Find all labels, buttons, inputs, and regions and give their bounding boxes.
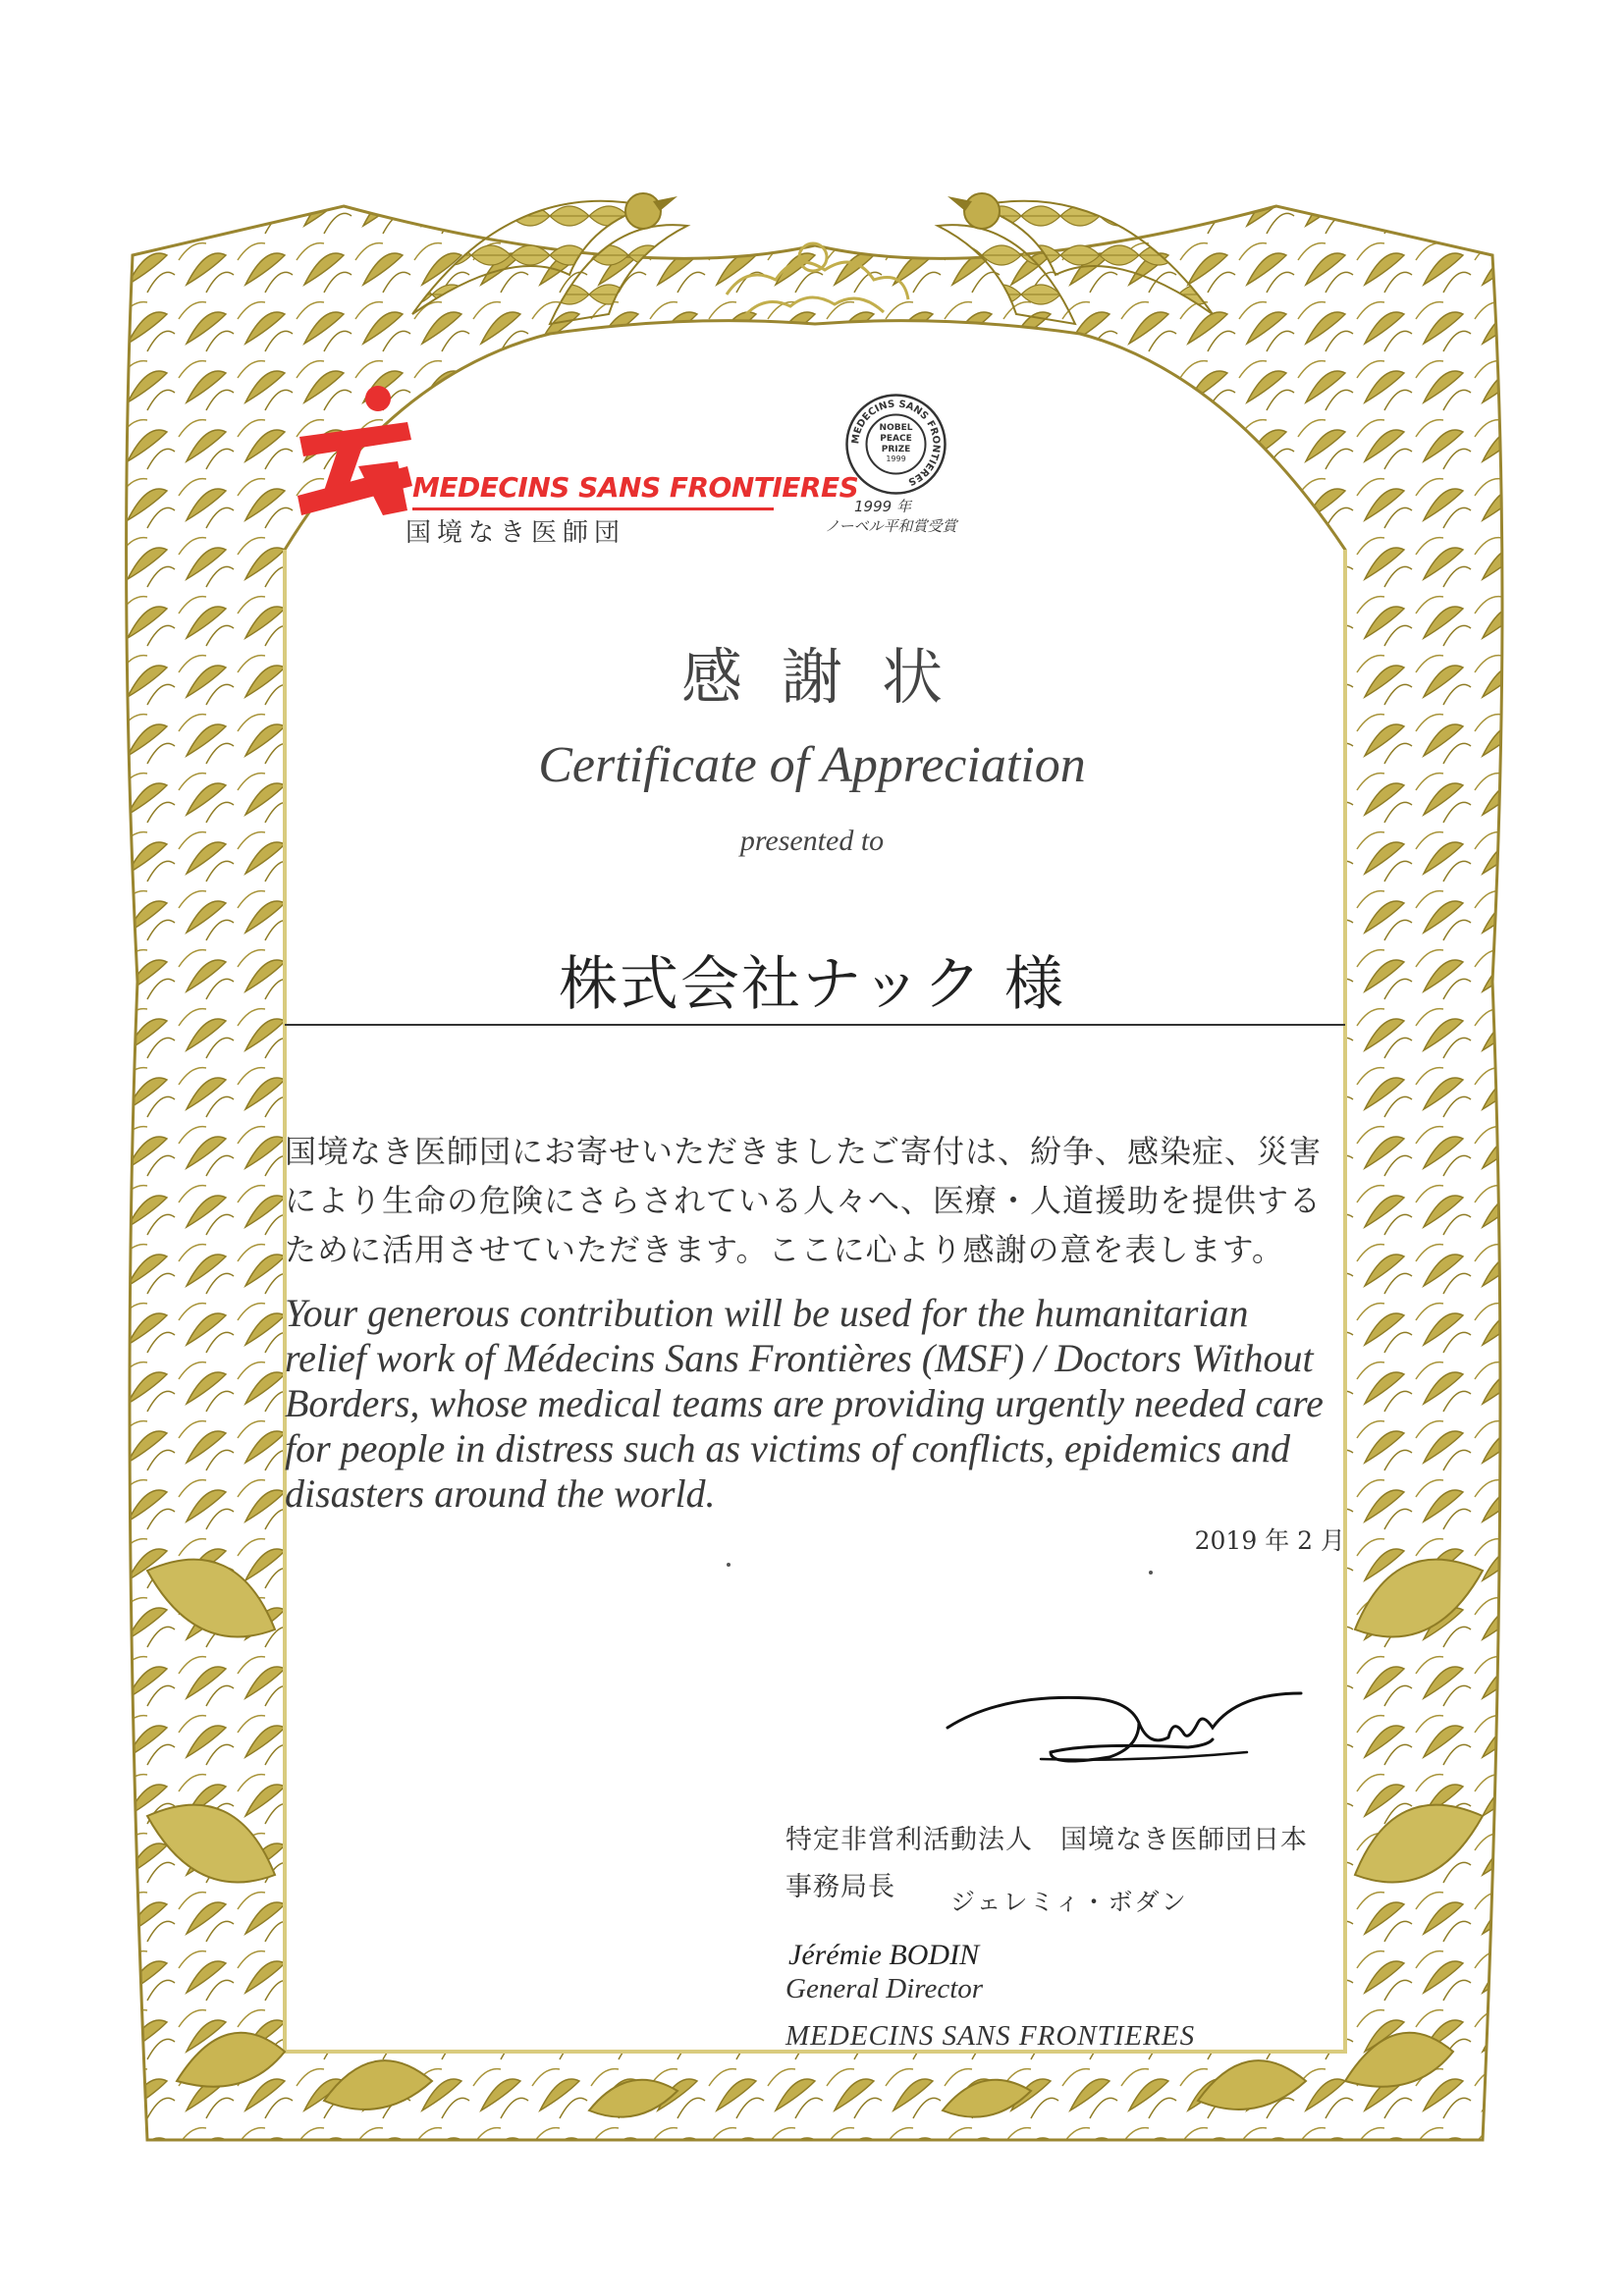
stray-dot — [727, 1563, 731, 1567]
body-en-line: Your generous contribution will be used for the humanitarian — [285, 1291, 1249, 1335]
body-en-line: for people in distress such as victims of conflicts, epidemics and — [285, 1426, 1290, 1470]
body-ja-line: により生命の危険にさらされている人々へ、医療・人道援助を提供する — [285, 1182, 1323, 1219]
nobel-seal-ring-text: MEDECINS SANS FRONTIERES — [850, 399, 942, 488]
presented-to: presented to — [739, 825, 885, 857]
title-en: Certificate of Appreciation — [538, 737, 1086, 793]
signatory-title-en: General Director — [785, 1973, 984, 2004]
title-ja: 感謝状 — [680, 641, 982, 713]
signatory-organization-en: MEDECINS SANS FRONTIERES — [785, 2020, 1196, 2052]
signature-icon — [943, 1669, 1335, 1777]
signatory-organization-ja: 特定非営利活動法人 国境なき医師団日本 — [785, 1825, 1308, 1855]
msf-logo-name-en: MEDECINS SANS FRONTIERES — [412, 471, 859, 504]
msf-logo — [290, 383, 859, 548]
signatory-role-ja: 事務局長 — [785, 1872, 895, 1902]
stray-dot — [1149, 1571, 1153, 1575]
body-en-line: relief work of Médecins Sans Frontières (MSF) / Doctors Without — [285, 1336, 1314, 1380]
body-japanese — [285, 1127, 1345, 1274]
msf-logo-underline — [412, 507, 774, 510]
issue-date: 2019 年 2 月 — [1194, 1526, 1345, 1555]
body-ja-line: ために活用させていただきます。ここに心より感謝の意を表します。 — [285, 1231, 1284, 1268]
nobel-prize-seal — [825, 393, 1080, 550]
nobel-seal-line-2: PEACE — [880, 434, 912, 444]
recipient-name: 株式会社ナック 様 — [559, 950, 1065, 1019]
body-ja-line: 国境なき医師団にお寄せいただきましたご寄付は、紛争、感染症、災害 — [285, 1133, 1323, 1170]
signatory-name-ja: ジェレミィ・ボダン — [950, 1888, 1188, 1916]
nobel-year: 1999 年 — [854, 498, 911, 515]
nobel-seal-line-1: NOBEL — [879, 423, 913, 433]
signatory-name-en: Jérémie BODIN — [788, 1939, 980, 1971]
nobel-caption: ノーベル平和賞受賞 — [825, 517, 957, 535]
body-english — [285, 1291, 1350, 1517]
nobel-seal-line-4: 1999 — [886, 454, 906, 463]
recipient-underline — [285, 1024, 1345, 1026]
nobel-seal-line-3: PRIZE — [881, 445, 911, 454]
nobel-seal-icon — [844, 393, 947, 496]
body-en-line: Borders, whose medical teams are providing urgently needed care — [285, 1381, 1324, 1425]
body-en-line: disasters around the world. — [285, 1471, 716, 1516]
msf-running-man-icon — [290, 383, 417, 530]
msf-logo-name-ja: 国境なき医師団 — [406, 518, 626, 548]
